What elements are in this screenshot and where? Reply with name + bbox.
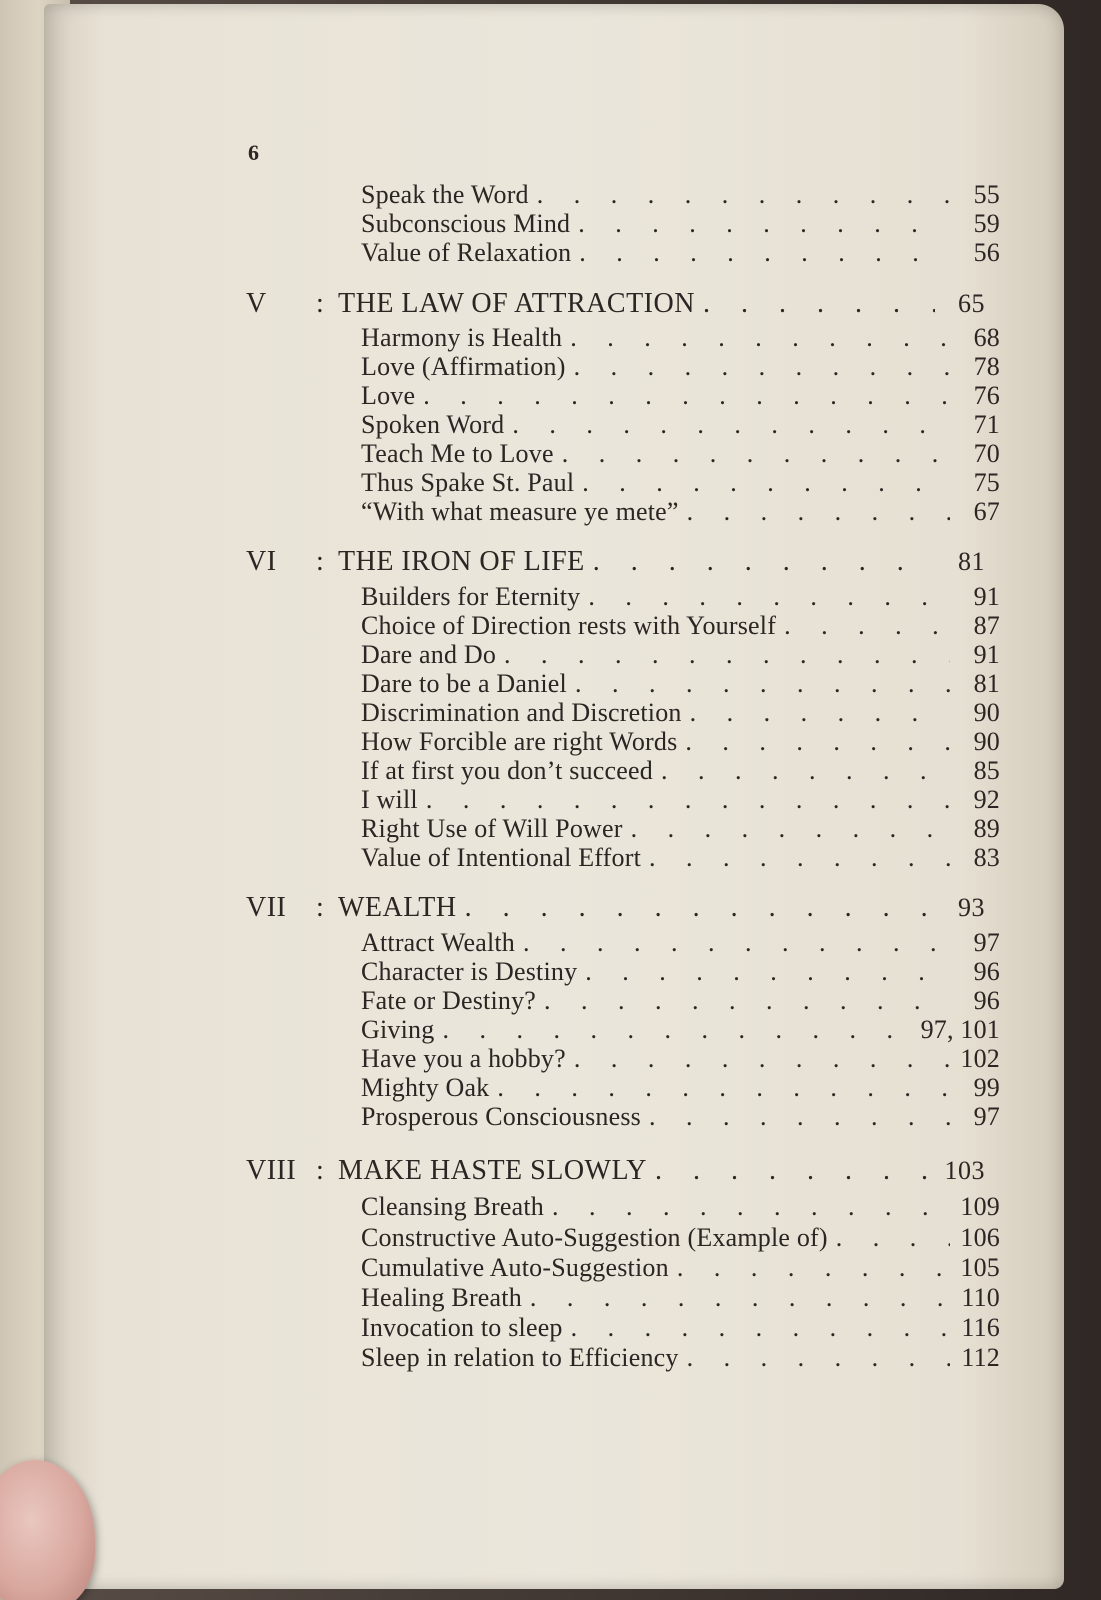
page-number: 6 [248,140,259,165]
dot-leader [570,323,950,353]
dot-leader [687,497,950,527]
dot-leader [530,1283,950,1313]
toc-entry [361,1283,1000,1313]
toc-entry [361,323,1000,353]
entry-page-number: 87 [973,611,1000,640]
entry-page-number: 67 [973,497,1000,526]
entry-page-number: 55 [973,180,1000,209]
entry-page-number: 71 [973,410,1000,439]
entry-title: How Forcible are right Words [361,727,678,756]
entry-page-number: 99 [973,1073,1000,1102]
entry-title: Sleep in relation to Efficiency [361,1343,679,1372]
dot-leader [423,381,950,411]
entry-title: Constructive Auto-Suggestion (Example of) [361,1223,828,1252]
chapter-numeral: VII [246,892,287,922]
dot-leader [575,669,950,699]
toc-entry [361,410,1000,440]
chapter-heading [246,1155,985,1185]
entry-page-number: 59 [973,209,1000,238]
dot-leader [552,1192,950,1222]
dot-leader [690,698,950,728]
entry-title: Value of Relaxation [361,238,572,267]
chapter-heading [246,546,985,576]
entry-title: Right Use of Will Power [361,814,623,843]
toc-entry [361,1073,1000,1103]
toc-entry [361,1044,1000,1074]
entry-title: Dare to be a Daniel [361,669,567,698]
entry-title: Discrimination and Discretion [361,698,682,727]
entry-title: Invocation to sleep [361,1313,563,1342]
toc-entry [361,986,1000,1016]
dot-leader [523,928,950,958]
dot-leader [544,986,950,1016]
entry-page-number: 91 [973,640,1000,669]
dot-leader [649,843,950,873]
entry-title: Choice of Direction rests with Yourself [361,611,777,640]
entry-title: I will [361,785,418,814]
dot-leader [537,180,950,210]
dot-leader [677,1253,950,1283]
entry-title: Mighty Oak [361,1073,490,1102]
dot-leader [585,957,950,987]
chapter-title: WEALTH [338,892,457,922]
entry-title: Builders for Eternity [361,582,581,611]
toc-entry [361,439,1000,469]
entry-title: Character is Destiny [361,957,578,986]
toc-entry [361,238,1000,268]
toc-entry [361,756,1000,786]
entry-page-number: 75 [973,468,1000,497]
chapter-numeral: VI [246,546,277,576]
toc-entry [361,669,1000,699]
entry-page-number: 90 [973,727,1000,756]
entry-page-number: 56 [973,238,1000,267]
entry-title: Subconscious Mind [361,209,571,238]
toc-entry [361,814,1000,844]
toc-entry [361,1223,1000,1253]
entry-title: Love (Affirmation) [361,352,566,381]
entry-title: Thus Spake St. Paul [361,468,575,497]
toc-entry [361,1015,1000,1045]
entry-page-number: 97 [973,1102,1000,1131]
entry-page-number: 78 [973,352,1000,381]
dot-leader [497,1073,950,1103]
chapter-title: THE LAW OF ATTRACTION [338,288,695,318]
entry-page-number: 81 [973,669,1000,698]
entry-title: Value of Intentional Effort [361,843,641,872]
entry-page-number: 83 [973,843,1000,872]
chapter-separator: : [316,892,325,922]
entry-page-number: 112 [961,1343,1000,1372]
toc-entry [361,582,1000,612]
dot-leader [574,352,950,382]
toc-entry [361,1102,1000,1132]
entry-page-number: 90 [973,698,1000,727]
chapter-separator: : [316,1155,325,1185]
dot-leader [784,611,950,641]
dot-leader [504,640,950,670]
entry-page-number: 76 [973,381,1000,410]
toc-entry [361,785,1000,815]
chapter-separator: : [316,288,325,318]
toc-entry [361,1192,1000,1222]
chapter-page-number: 93 [958,893,985,922]
toc-entry [361,352,1000,382]
chapter-title: THE IRON OF LIFE [338,546,585,576]
dot-leader [655,1155,935,1185]
dot-leader [578,209,950,239]
dot-leader [703,288,935,318]
dot-leader [574,1044,950,1074]
entry-page-number: 96 [973,957,1000,986]
dot-leader [593,546,935,576]
dot-leader [442,1015,914,1045]
entry-title: Cleansing Breath [361,1192,544,1221]
dot-leader [661,756,950,786]
toc-entry [361,698,1000,728]
entry-title: “With what measure ye mete” [361,497,679,526]
toc-entry [361,1313,1000,1343]
entry-page-number: 105 [960,1253,1000,1282]
dot-leader [512,410,950,440]
toc-entry [361,468,1000,498]
toc-entry [361,928,1000,958]
entry-title: Cumulative Auto-Suggestion [361,1253,669,1282]
toc-entry [361,497,1000,527]
entry-page-number: 109 [960,1192,1000,1221]
dot-leader [836,1223,950,1253]
dot-leader [426,785,950,815]
chapter-numeral: V [246,288,267,318]
entry-title: Attract Wealth [361,928,516,957]
chapter-numeral: VIII [246,1155,297,1185]
entry-page-number: 97, 101 [920,1015,1000,1044]
toc-entry [361,640,1000,670]
toc-entry [361,209,1000,239]
toc-entry [361,611,1000,641]
entry-title: Have you a hobby? [361,1044,566,1073]
dot-leader [571,1313,950,1343]
entry-title: Healing Breath [361,1283,522,1312]
dot-leader [465,892,935,922]
chapter-title: MAKE HASTE SLOWLY [338,1155,648,1185]
entry-page-number: 102 [960,1044,1000,1073]
toc-entry [361,381,1000,411]
toc-entry [361,843,1000,873]
entry-title: Speak the Word [361,180,529,209]
dot-leader [631,814,950,844]
chapter-heading [246,892,985,922]
entry-title: Harmony is Health [361,323,563,352]
dot-leader [649,1102,950,1132]
chapter-heading [246,288,985,318]
entry-title: If at first you don’t succeed [361,756,653,785]
chapter-page-number: 103 [944,1156,985,1185]
entry-title: Teach Me to Love [361,439,554,468]
toc-entry [361,727,1000,757]
dot-leader [685,727,950,757]
toc-entry [361,1343,1000,1373]
toc-entry [361,180,1000,210]
entry-page-number: 68 [973,323,1000,352]
chapter-page-number: 81 [958,547,985,576]
entry-page-number: 96 [973,986,1000,1015]
entry-page-number: 85 [973,756,1000,785]
dot-leader [582,468,950,498]
entry-title: Fate or Destiny? [361,986,537,1015]
chapter-separator: : [316,546,325,576]
entry-page-number: 116 [961,1313,1000,1342]
entry-title: Love [361,381,416,410]
entry-title: Giving [361,1015,435,1044]
chapter-page-number: 65 [958,289,985,318]
toc-entry [361,957,1000,987]
toc-entry [361,1253,1000,1283]
entry-page-number: 106 [960,1223,1000,1252]
entry-page-number: 92 [973,785,1000,814]
entry-page-number: 70 [973,439,1000,468]
entry-title: Prosperous Consciousness [361,1102,641,1131]
entry-page-number: 97 [973,928,1000,957]
dot-leader [579,238,950,268]
entry-page-number: 91 [973,582,1000,611]
entry-page-number: 110 [961,1283,1000,1312]
dot-leader [687,1343,950,1373]
dot-leader [562,439,950,469]
entry-page-number: 89 [973,814,1000,843]
entry-title: Dare and Do [361,640,497,669]
dot-leader [588,582,950,612]
entry-title: Spoken Word [361,410,505,439]
